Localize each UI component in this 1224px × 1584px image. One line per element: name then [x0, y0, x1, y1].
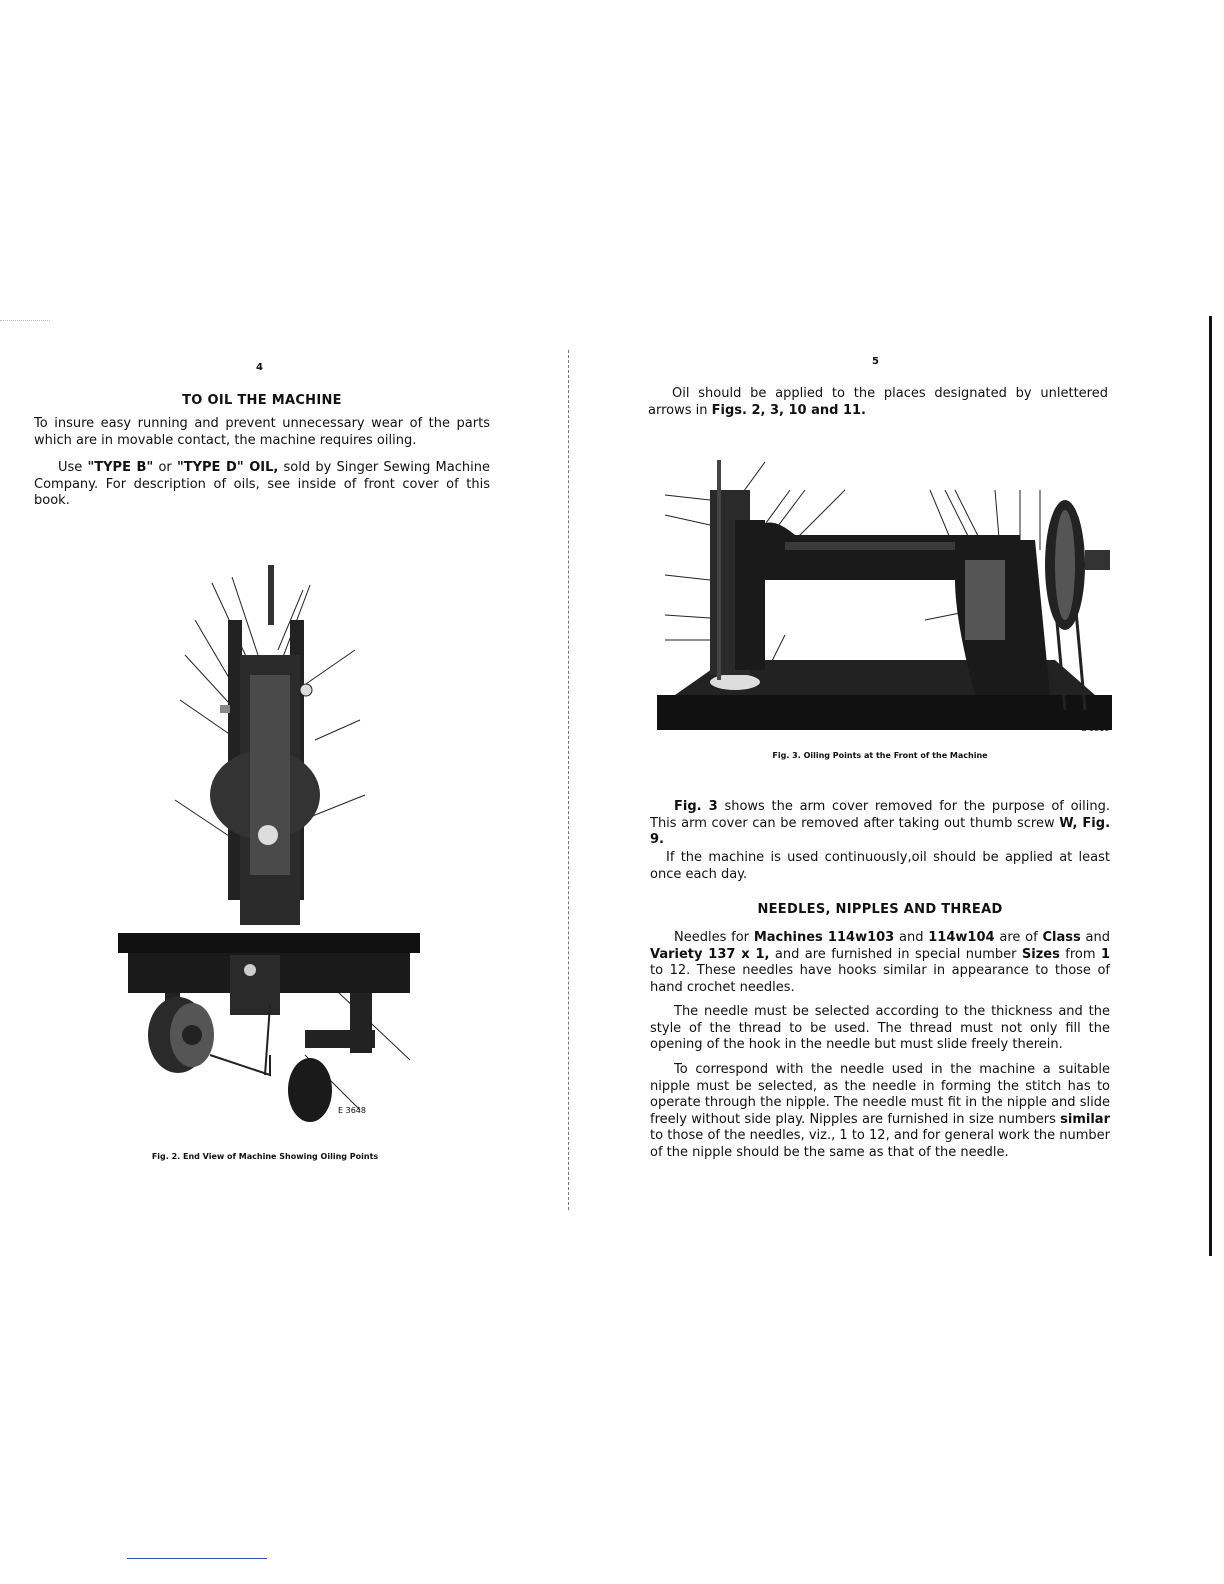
- oil-type-b: "TYPE B": [87, 460, 154, 475]
- page-number-left: 4: [256, 362, 263, 373]
- arm-cover-fig: Fig. 3: [674, 799, 718, 814]
- oil-places-paragraph: [648, 386, 1108, 419]
- scan-right-edge: [1209, 316, 1212, 1256]
- arm-cover-text: shows the arm cover removed for the purpose of oiling. This arm cover can be removed after taking out thumb screw: [650, 799, 1110, 831]
- page-fold-line: [568, 350, 570, 1210]
- oiling-intro-paragraph: To insure easy running and prevent unnecessary wear of the parts which are in movable contact, the machine requires oiling.: [34, 416, 490, 448]
- nipple-paragraph: [650, 1062, 1110, 1161]
- needles-b4: Variety 137 x 1,: [650, 946, 770, 962]
- needles-t5: and are furnished in special number: [769, 946, 1022, 962]
- continuous-use-paragraph: If the machine is used continuously,oil should be applied at least once each day.: [650, 850, 1110, 882]
- nipple-b: similar: [1060, 1111, 1110, 1127]
- needles-t7: to 12. These needles have hooks similar in appearance to those of hand crochet needles.: [650, 963, 1110, 995]
- needles-b2: 114w104: [928, 930, 995, 945]
- oil-type-or: or: [153, 460, 177, 475]
- page-title: TO OIL THE MACHINE: [182, 393, 342, 408]
- needles-b3: Class: [1042, 930, 1081, 945]
- fig2-illustration: [110, 555, 430, 1130]
- needles-section-title: NEEDLES, NIPPLES AND THREAD: [757, 902, 1003, 917]
- needles-t1: Needles for: [674, 930, 754, 945]
- nipple-t1: To correspond with the needle used in the machine a suitable nipple must be selected, as the needle in forming the stitch has to operate through the nipple. The needle must fit in the nipple and slide freely without side play. Nipples are furnished in size numbers: [650, 1062, 1110, 1127]
- fig2-ref: E 3648: [338, 1106, 366, 1115]
- scan-bottom-line: [127, 1558, 267, 1559]
- oil-type-paragraph: [34, 460, 490, 510]
- needles-b1: Machines 114w103: [753, 930, 895, 945]
- needles-b6: 1: [1100, 946, 1110, 962]
- oil-type-rest: sold by Singer Sewing Machine Company. For description of oils, see inside of front cover of this book.: [34, 460, 490, 508]
- fig3-illustration: [655, 450, 1120, 740]
- needles-t2: and: [894, 930, 929, 945]
- needle-selection-paragraph: The needle must be selected according to the thickness and the style of the thread to be used. The thread must not only fill the opening of the hook in the needle but must slide freely therein.: [650, 1004, 1110, 1052]
- oil-type-text: Use: [58, 460, 88, 475]
- needles-t3: are of: [994, 930, 1043, 945]
- fig3-caption: Fig. 3. Oiling Points at the Front of the Machine: [772, 751, 988, 760]
- fig2-caption: Fig. 2. End View of Machine Showing Oiling Points: [151, 1152, 379, 1161]
- needles-t6: from: [1059, 946, 1101, 962]
- fig3-ref: E 3319: [1082, 724, 1110, 733]
- oil-type-d: "TYPE D" OIL,: [176, 460, 279, 475]
- needles-t4: and: [1080, 930, 1110, 945]
- needles-b5: Sizes: [1021, 946, 1060, 962]
- arm-cover-paragraph: [650, 799, 1110, 849]
- oil-places-text: Oil should be applied to the places designated by unlettered arrows in: [648, 386, 1108, 418]
- oil-places-figs: Figs. 2, 3, 10 and 11.: [711, 402, 866, 418]
- needles-paragraph: [650, 930, 1110, 996]
- nipple-t2: to those of the needles, viz., 1 to 12, and for general work the number of the nipple should be the same as that of the needle.: [650, 1128, 1110, 1160]
- page-number-right: 5: [872, 356, 879, 367]
- arm-cover-screw: W, Fig. 9.: [650, 815, 1111, 847]
- scan-edge-dots: [0, 320, 50, 322]
